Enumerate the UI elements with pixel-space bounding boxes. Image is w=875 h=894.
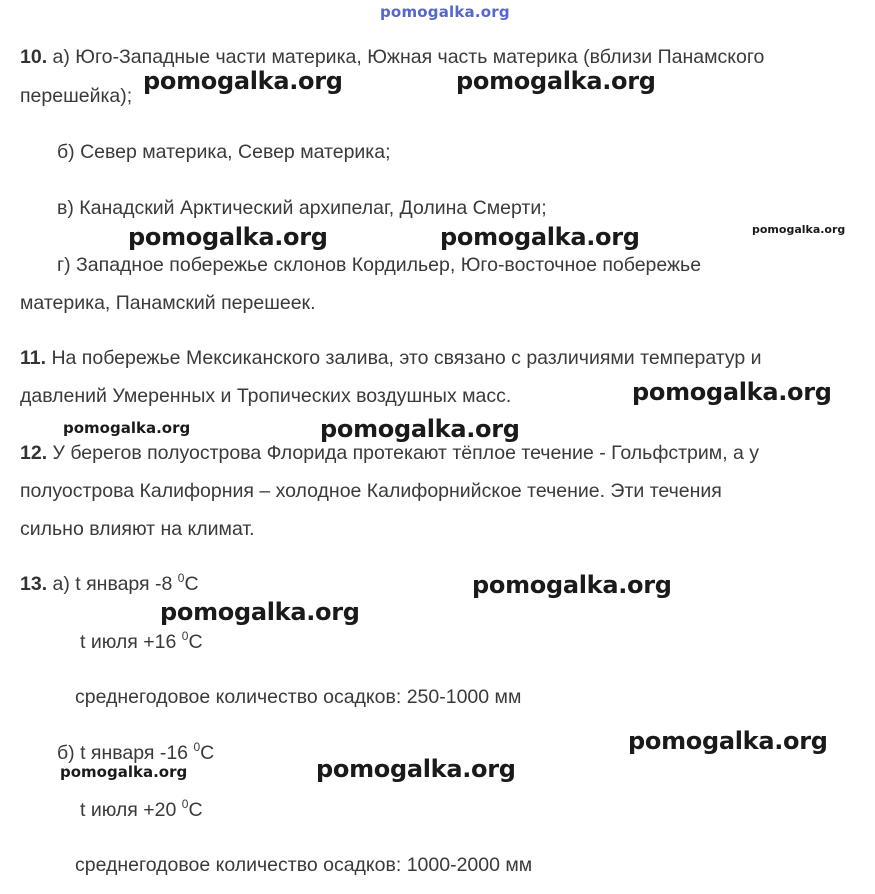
- watermark: pomogalka.org: [160, 598, 360, 626]
- watermark: pomogalka.org: [143, 67, 343, 95]
- watermark: pomogalka.org: [320, 415, 520, 443]
- watermark: pomogalka.org: [60, 763, 188, 781]
- q12-line1: 12. У берегов полуострова Флорида протекают тёплое течение - Гольфстрим, а у: [20, 442, 760, 464]
- q10-v: в) Канадский Арктический архипелаг, Долина Смерти;: [57, 197, 547, 219]
- q11-number: 11.: [20, 347, 47, 369]
- watermark: pomogalka.org: [632, 378, 832, 406]
- watermark: pomogalka.org: [63, 419, 191, 437]
- q10-g-line2: материка, Панамский перешеек.: [20, 292, 316, 314]
- q12-line2: полуострова Калифорния – холодное Калифорнийское течение. Эти течения: [20, 480, 722, 502]
- watermark: pomogalka.org: [752, 223, 846, 236]
- q10-number: 10.: [20, 46, 48, 68]
- q13-b-jan: б) t января -16 $^0$C: [57, 740, 215, 764]
- q10-b: б) Север материка, Север материка;: [57, 141, 391, 163]
- watermark: pomogalka.org: [128, 223, 328, 251]
- watermark: pomogalka.org: [472, 571, 672, 599]
- q13-number: 13.: [20, 573, 48, 595]
- watermark: pomogalka.org: [456, 67, 656, 95]
- watermark: pomogalka.org: [440, 223, 640, 251]
- q13-a-jul: t июля +16 $^0$C: [80, 629, 203, 653]
- q11-line1: 11. На побережье Мексиканского залива, это связано с различиями температур и: [20, 347, 762, 369]
- q11-line2: давлений Умеренных и Тропических воздушных масс.: [20, 385, 512, 407]
- q12-number: 12.: [20, 442, 48, 464]
- q13-a-jan: 13. а) t января -8 $^0$C: [20, 571, 199, 595]
- q10-a-line2: перешейка);: [20, 85, 133, 107]
- q13-b-precip: среднегодовое количество осадков: 1000-2000 мм: [75, 854, 533, 876]
- q10-g-line1: г) Западное побережье склонов Кордильер, Юго-восточное побережье: [57, 254, 702, 276]
- watermark: pomogalka.org: [628, 727, 828, 755]
- watermark-top-link[interactable]: pomogalka.org: [380, 3, 510, 21]
- q12-line3: сильно влияют на климат.: [20, 518, 255, 540]
- q13-b-jul: t июля +20 $^0$C: [80, 797, 203, 821]
- q10-a-line1: 10. а) Юго-Западные части материка, Южная часть материка (вблизи Панамского: [20, 46, 765, 68]
- q13-a-precip: среднегодовое количество осадков: 250-1000 мм: [75, 686, 522, 708]
- watermark: pomogalka.org: [316, 755, 516, 783]
